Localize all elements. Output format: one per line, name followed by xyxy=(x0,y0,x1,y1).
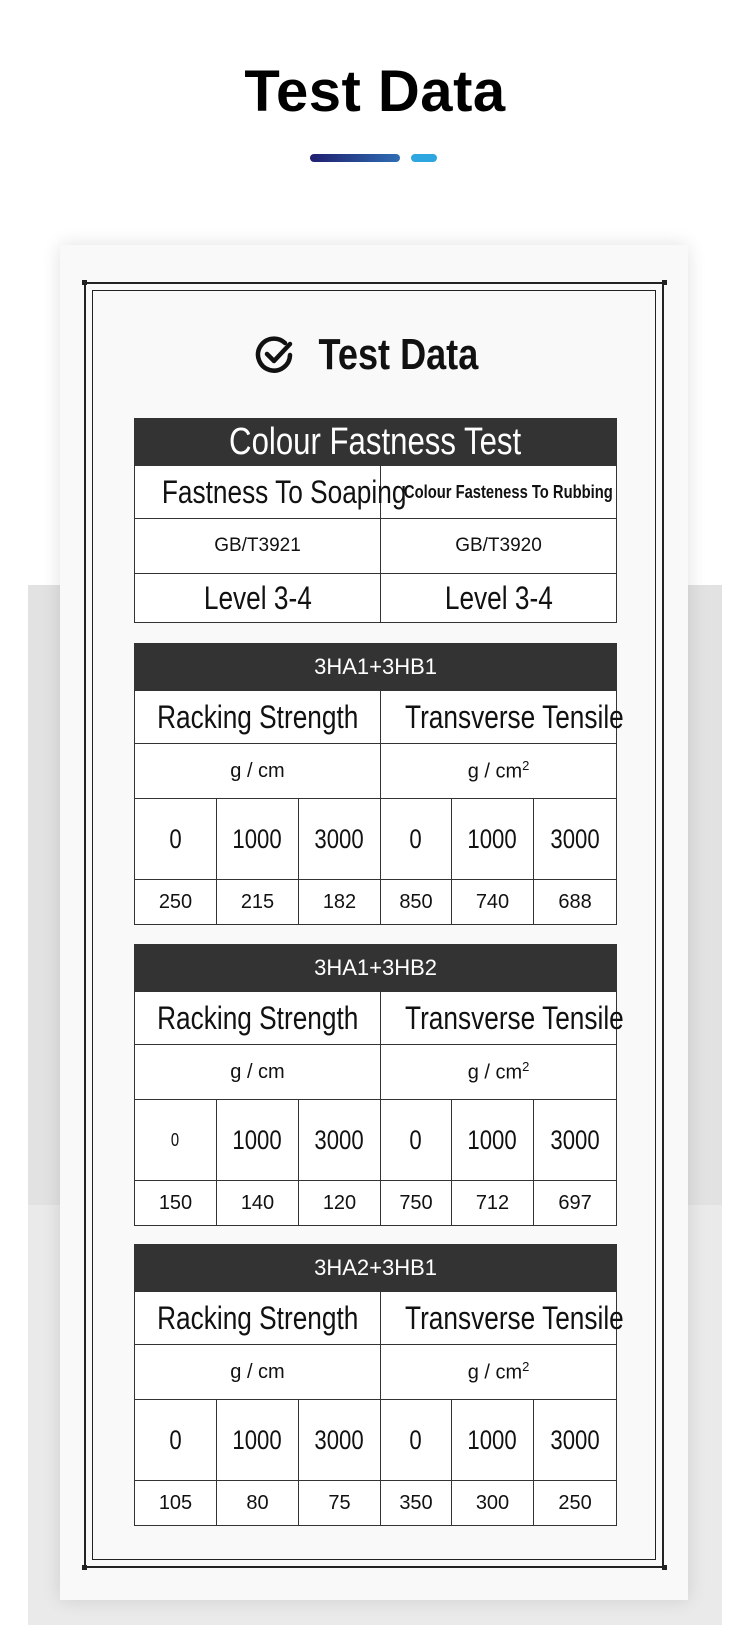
standard-value: GB/T3921 xyxy=(135,519,381,574)
racking-unit: g / cm xyxy=(135,1345,381,1400)
load-value: 0 xyxy=(135,1400,217,1481)
result-value: 250 xyxy=(534,1481,617,1526)
level-value: Level 3-4 xyxy=(381,574,617,623)
result-value: 300 xyxy=(452,1481,534,1526)
result-value: 740 xyxy=(452,880,534,925)
load-value: 3000 xyxy=(534,1400,617,1481)
load-value: 0 xyxy=(381,1400,452,1481)
standard-value: GB/T3920 xyxy=(381,519,617,574)
check-circle-icon xyxy=(255,335,295,375)
table-header: 3HA1+3HB1 xyxy=(135,644,617,691)
result-value: 697 xyxy=(534,1181,617,1226)
transverse-tensile-label: Transverse Tensile xyxy=(381,992,617,1045)
load-value: 1000 xyxy=(452,1100,534,1181)
table-header: 3HA1+3HB2 xyxy=(135,945,617,992)
racking-strength-label: Racking Strength xyxy=(135,1292,381,1345)
load-value: 1000 xyxy=(217,1100,299,1181)
result-value: 120 xyxy=(299,1181,381,1226)
result-value: 712 xyxy=(452,1181,534,1226)
table-header: 3HA2+3HB1 xyxy=(135,1245,617,1292)
load-value: 1000 xyxy=(217,1400,299,1481)
frame-corner xyxy=(82,1565,87,1570)
frame-corner xyxy=(662,1565,667,1570)
colour-fastness-table xyxy=(134,418,617,623)
title-underline-dark xyxy=(310,154,400,162)
card-title-text: Test Data xyxy=(318,330,478,379)
result-value: 850 xyxy=(381,880,452,925)
strength-table xyxy=(134,1244,624,1526)
load-value: 0 xyxy=(381,799,452,880)
level-value: Level 3-4 xyxy=(135,574,381,623)
column-label: Fastness To Soaping xyxy=(135,466,381,519)
table-header: Colour Fastness Test xyxy=(135,419,617,466)
result-value: 350 xyxy=(381,1481,452,1526)
frame-corner xyxy=(82,280,87,285)
result-value: 750 xyxy=(381,1181,452,1226)
result-value: 105 xyxy=(135,1481,217,1526)
load-value: 1000 xyxy=(452,799,534,880)
card-title xyxy=(0,330,750,380)
racking-unit: g / cm xyxy=(135,1045,381,1100)
load-value: 0 xyxy=(135,799,217,880)
racking-unit: g / cm xyxy=(135,744,381,799)
result-value: 140 xyxy=(217,1181,299,1226)
frame-corner xyxy=(662,280,667,285)
page-title: Test Data xyxy=(244,59,506,124)
load-value: 0 xyxy=(135,1100,217,1181)
load-value: 3000 xyxy=(534,799,617,880)
result-value: 688 xyxy=(534,880,617,925)
result-value: 215 xyxy=(217,880,299,925)
load-value: 3000 xyxy=(299,1100,381,1181)
load-value: 3000 xyxy=(299,799,381,880)
result-value: 182 xyxy=(299,880,381,925)
tensile-unit: g / $cm^2$ xyxy=(381,744,617,799)
tensile-unit: g / $cm^2$ xyxy=(381,1045,617,1100)
column-label: Colour Fasteness To Rubbing xyxy=(381,466,617,519)
load-value: 0 xyxy=(381,1100,452,1181)
tensile-unit: g / $cm^2$ xyxy=(381,1345,617,1400)
load-value: 1000 xyxy=(217,799,299,880)
strength-table xyxy=(134,643,624,925)
result-value: 80 xyxy=(217,1481,299,1526)
transverse-tensile-label: Transverse Tensile xyxy=(381,691,617,744)
load-value: 3000 xyxy=(534,1100,617,1181)
load-value: 1000 xyxy=(452,1400,534,1481)
result-value: 75 xyxy=(299,1481,381,1526)
transverse-tensile-label: Transverse Tensile xyxy=(381,1292,617,1345)
result-value: 150 xyxy=(135,1181,217,1226)
racking-strength-label: Racking Strength xyxy=(135,691,381,744)
title-underline-light xyxy=(411,154,437,162)
strength-table xyxy=(134,944,624,1226)
racking-strength-label: Racking Strength xyxy=(135,992,381,1045)
result-value: 250 xyxy=(135,880,217,925)
load-value: 3000 xyxy=(299,1400,381,1481)
